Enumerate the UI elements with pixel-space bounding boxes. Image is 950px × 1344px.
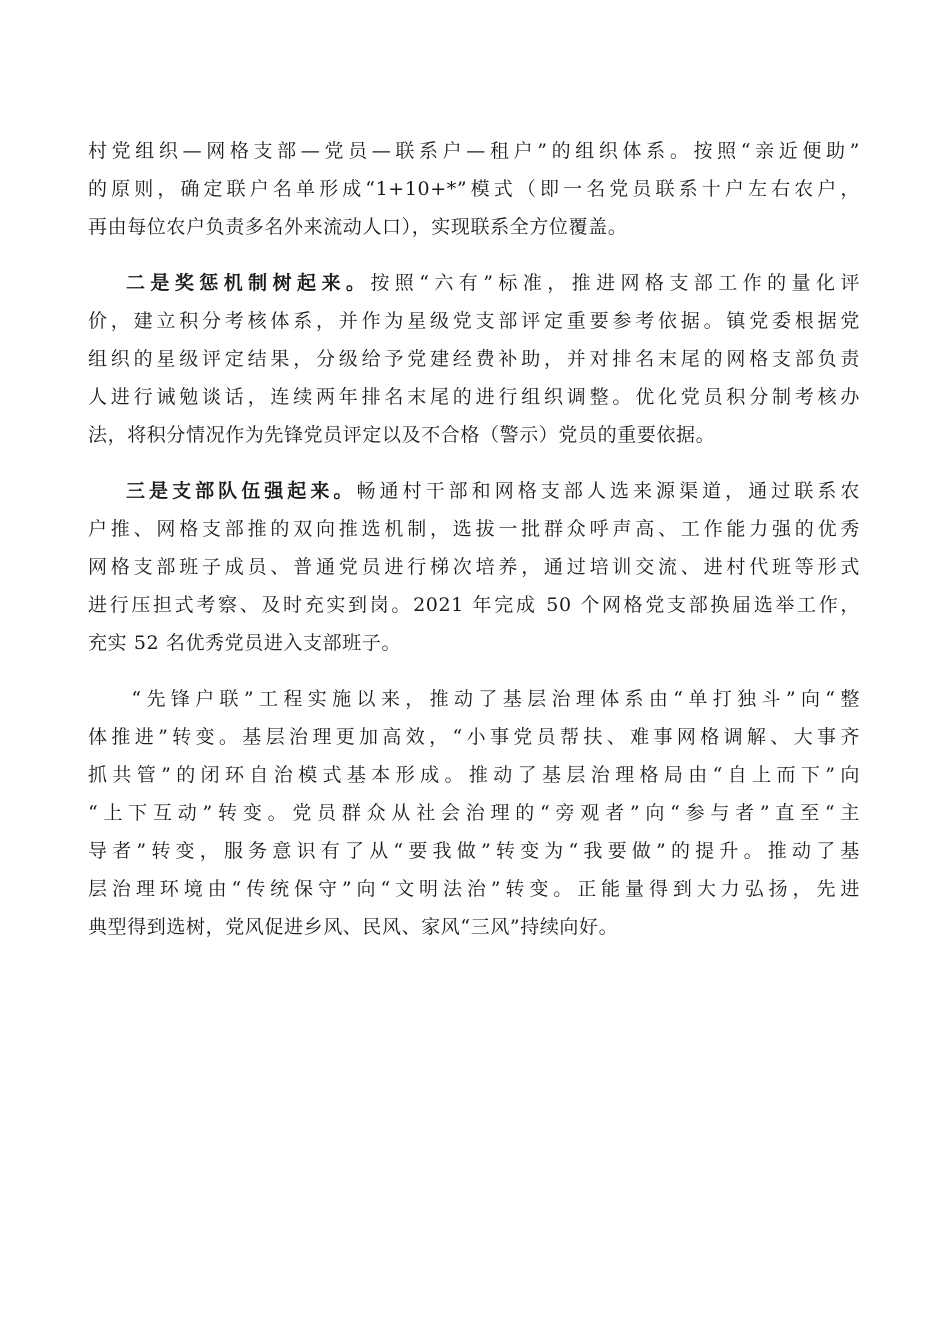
text-line: 村党组织—网格支部—党员—联系户—租户”的组织体系。按照“亲近便助” <box>88 140 860 162</box>
paragraph-project-results <box>88 680 860 946</box>
text-line: 抓共管”的闭环自治模式基本形成。推动了基层治理格局由“自上而下”向 <box>88 764 860 786</box>
paragraph-spacer <box>88 454 860 472</box>
text-line: 价，建立积分考核体系，并作为星级党支部评定重要参考依据。镇党委根据党 <box>88 310 860 332</box>
text-line: 层治理环境由“传统保守”向“文明法治”转变。正能量得到大力弘扬，先进 <box>88 878 860 900</box>
paragraph-reward-punishment <box>88 264 860 454</box>
text-run: 畅通村干部和网格支部人选来源渠道，通过联系农 <box>356 480 860 502</box>
paragraph-branch-team <box>88 472 860 662</box>
text-line: 导者”转变，服务意识有了从“要我做”转变为“我要做”的提升。推动了基 <box>88 840 860 862</box>
text-line: 网格支部班子成员、普通党员进行梯次培养，通过培训交流、进村代班等形式 <box>88 556 860 578</box>
paragraph-organization-system <box>88 132 860 246</box>
text-line <box>88 264 860 302</box>
paragraph-spacer <box>88 246 860 264</box>
text-line: 人进行诫勉谈话，连续两年排名末尾的进行组织调整。优化党员积分制考核办 <box>88 386 860 408</box>
text-line: “先锋户联”工程实施以来，推动了基层治理体系由“单打独斗”向“整 <box>107 688 860 710</box>
text-run: 按照“六有”标准，推进网格支部工作的量化评 <box>370 272 860 294</box>
text-line: 体推进”转变。基层治理更加高效，“小事党员帮扶、难事网格调解、大事齐 <box>88 726 860 748</box>
text-line: 法，将积分情况作为先锋党员评定以及不合格（警示）党员的重要依据。 <box>88 424 716 446</box>
text-line: 充实 52 名优秀党员进入支部班子。 <box>88 632 402 654</box>
paragraph-lead-heading: 二是奖惩机制树起来。 <box>126 272 371 294</box>
text-line <box>88 472 860 510</box>
text-line: 的原则，确定联户名单形成“1+10+*”模式（即一名党员联系十户左右农户， <box>88 178 860 200</box>
paragraph-lead-heading: 三是支部队伍强起来。 <box>126 480 357 502</box>
text-line: 进行压担式考察、及时充实到岗。2021 年完成 50 个网格党支部换届选举工作， <box>88 594 860 616</box>
text-line: 组织的星级评定结果，分级给予党建经费补助，并对排名末尾的网格支部负责 <box>88 348 860 370</box>
document-body <box>88 132 860 946</box>
text-line: “上下互动”转变。党员群众从社会治理的“旁观者”向“参与者”直至“主 <box>88 802 860 824</box>
text-line: 典型得到选树，党风促进乡风、民风、家风“三风”持续向好。 <box>88 916 619 938</box>
paragraph-spacer <box>88 662 860 680</box>
text-line: 再由每位农户负责多名外来流动人口），实现联系全方位覆盖。 <box>88 216 628 238</box>
text-line: 户推、网格支部推的双向推选机制，选拔一批群众呼声高、工作能力强的优秀 <box>88 518 860 540</box>
